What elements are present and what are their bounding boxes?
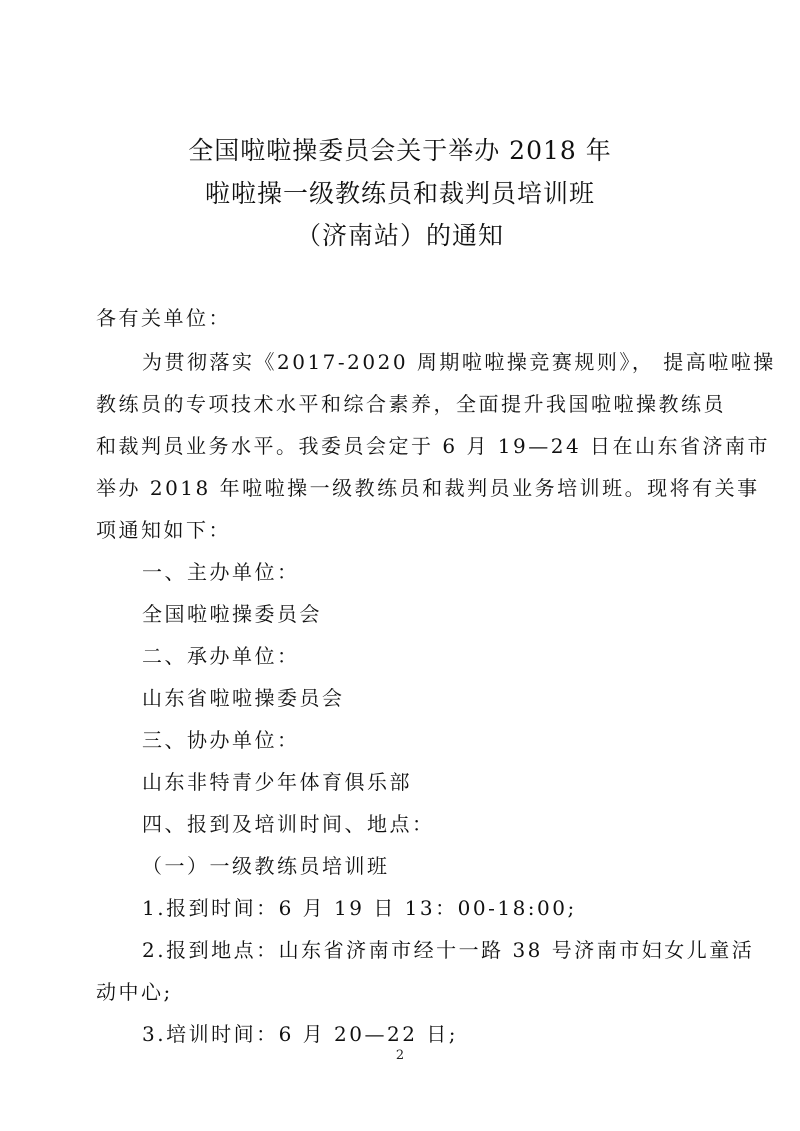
salutation: 各有关单位： bbox=[96, 306, 231, 330]
list-item: 3.培训时间：6 月 20—22 日; bbox=[142, 1022, 459, 1046]
section-heading-co-organizer: 三、协办单位： bbox=[142, 728, 300, 752]
section-content-host: 山东省啦啦操委员会 bbox=[142, 686, 345, 710]
page-number: 2 bbox=[395, 1048, 405, 1063]
section-heading-organizer: 一、主办单位： bbox=[142, 560, 300, 584]
title-line-1: 全国啦啦操委员会关于举办 2018 年 bbox=[188, 136, 612, 165]
paragraph-line: 举办 2018 年啦啦操一级教练员和裁判员业务培训班。现将有关事 bbox=[96, 476, 760, 500]
section-content-co-organizer: 山东非特青少年体育俱乐部 bbox=[142, 770, 412, 794]
list-item: 2.报到地点：山东省济南市经十一路 38 号济南市妇女儿童活 bbox=[142, 938, 755, 962]
title-line-3: （济南站）的通知 bbox=[295, 221, 504, 250]
section-heading-time-place: 四、报到及培训时间、地点： bbox=[142, 812, 435, 836]
list-item: 1.报到时间：6 月 19 日 13：00-18:00; bbox=[142, 896, 577, 920]
title-line-2: 啦啦操一级教练员和裁判员培训班 bbox=[204, 179, 595, 208]
section-heading-host: 二、承办单位： bbox=[142, 644, 300, 668]
paragraph-line: 教练员的专项技术水平和综合素养，全面提升我国啦啦操教练员 bbox=[96, 392, 726, 416]
paragraph-line: 为贯彻落实《2017-2020 周期啦啦操竞赛规则》， 提高啦啦操 bbox=[142, 350, 776, 374]
subsection-heading-coach-training: （一）一级教练员培训班 bbox=[142, 854, 390, 878]
section-content-organizer: 全国啦啦操委员会 bbox=[142, 602, 322, 626]
paragraph-line: 项通知如下： bbox=[96, 518, 231, 542]
paragraph-line: 和裁判员业务水平。我委员会定于 6 月 19—24 日在山东省济南市 bbox=[96, 434, 771, 458]
list-item-continuation: 动中心; bbox=[96, 980, 173, 1004]
